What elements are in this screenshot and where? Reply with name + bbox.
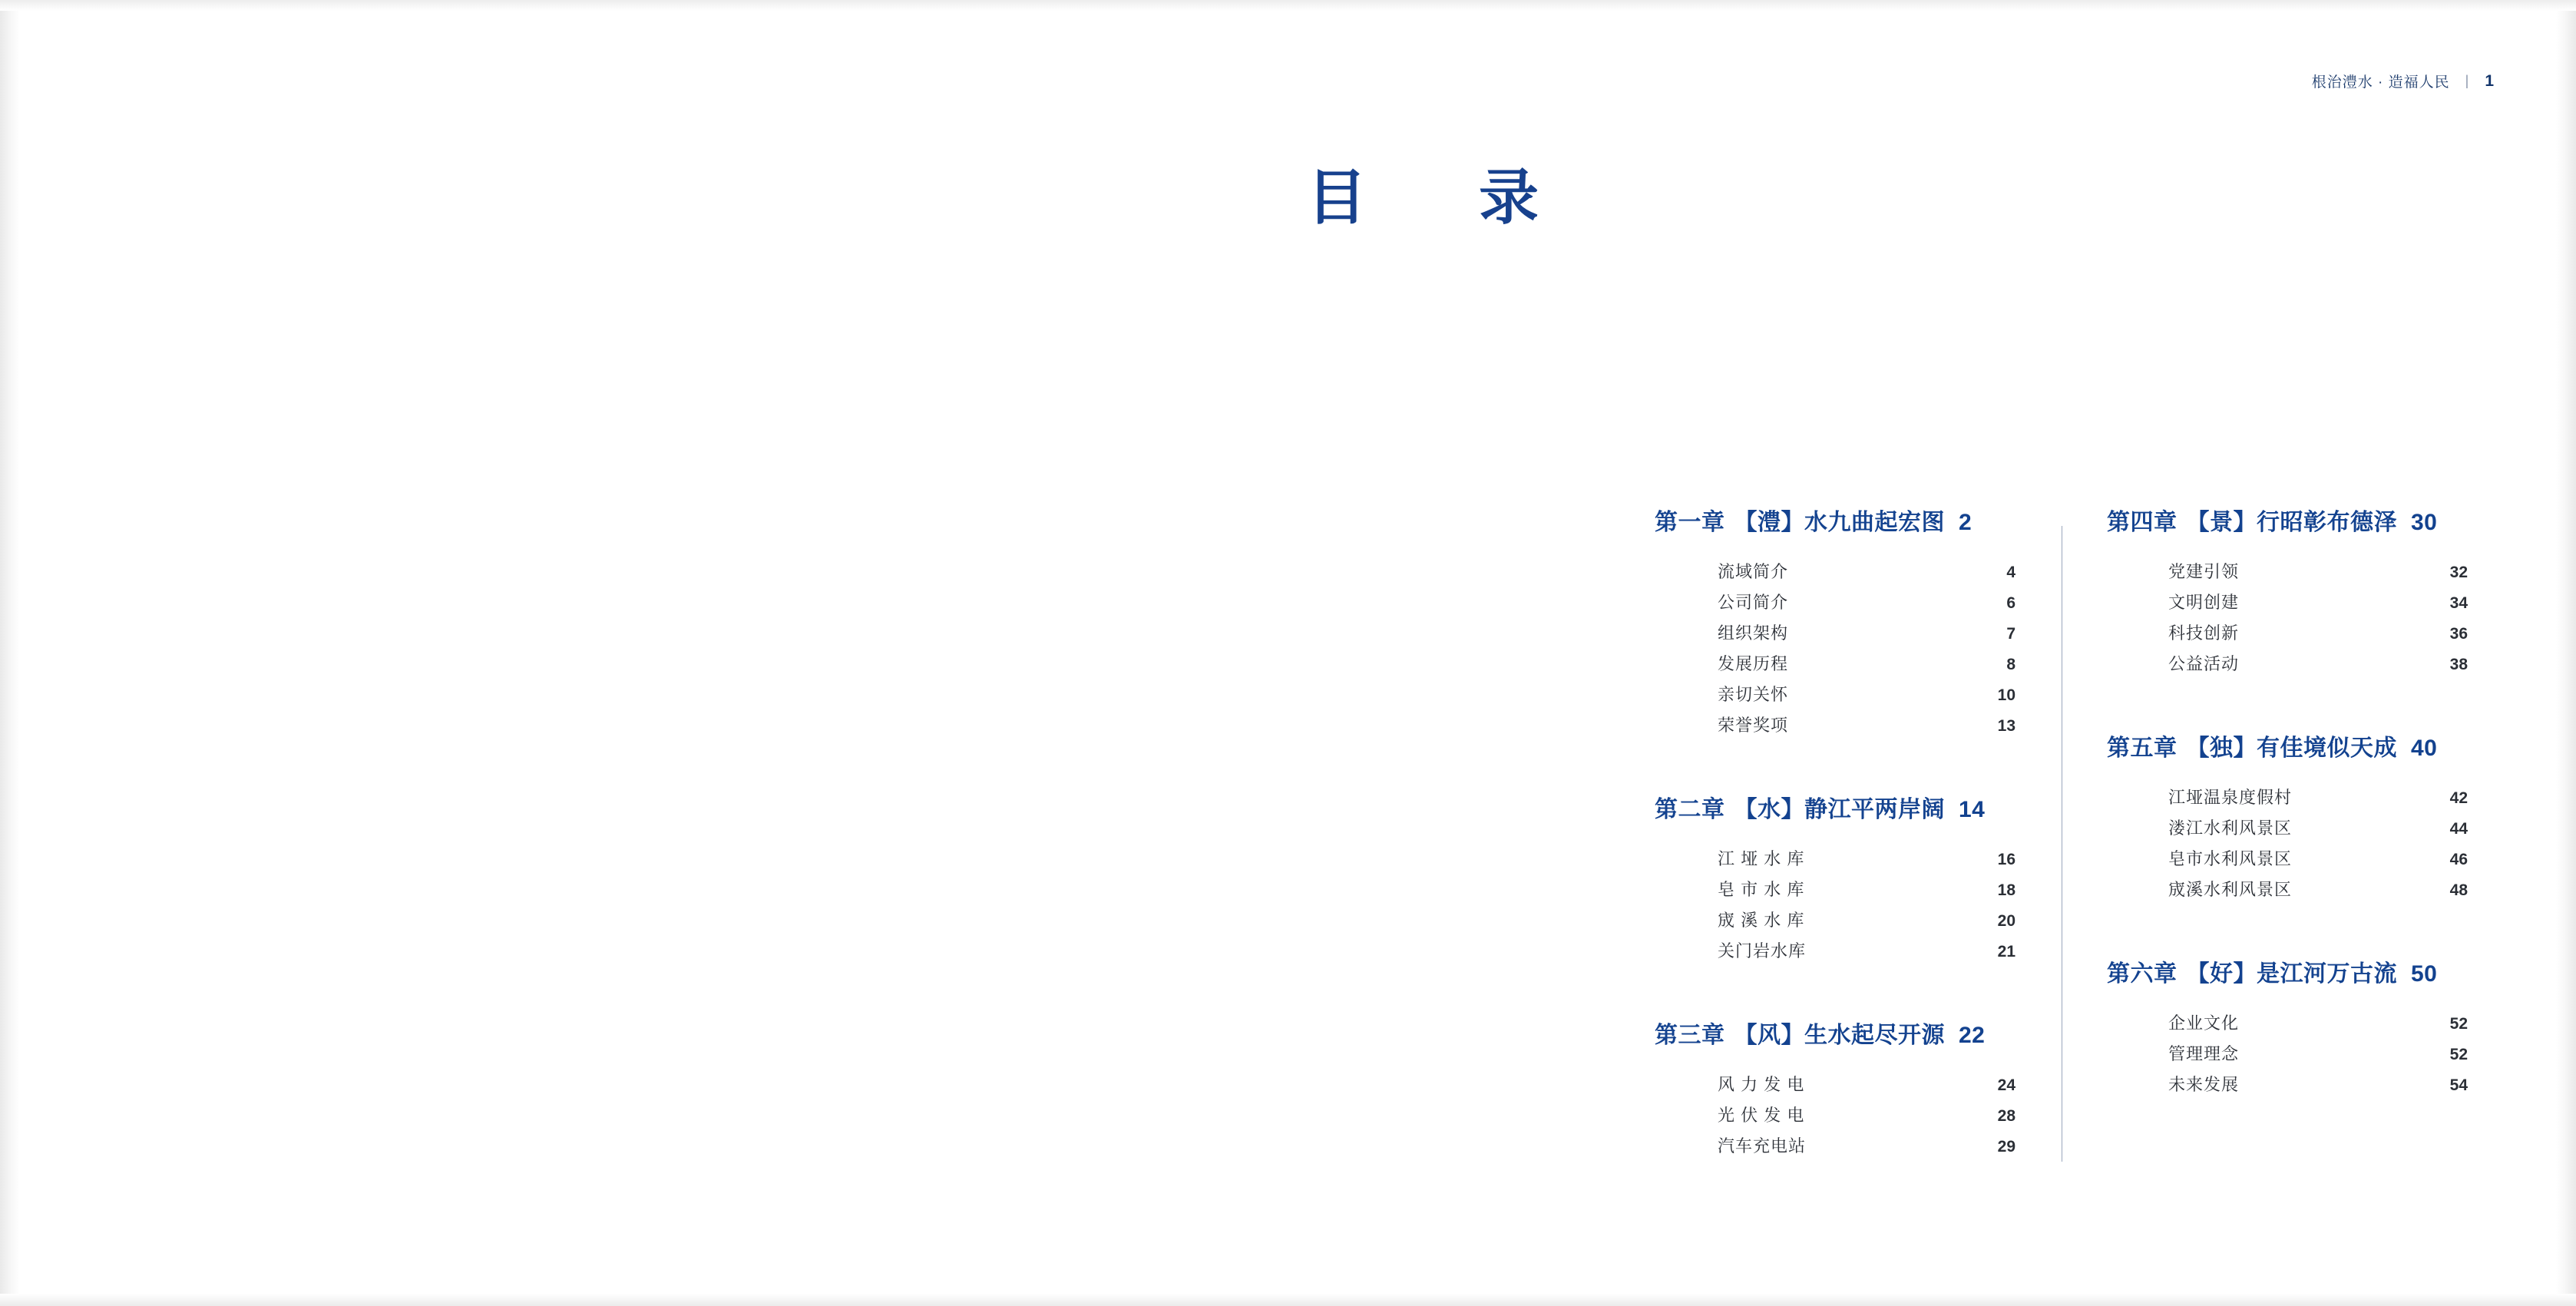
entry-name: 公司简介 (1718, 593, 1789, 612)
toc-entry[interactable] (1718, 649, 2015, 679)
entry-name: 企业文化 (2168, 1013, 2240, 1033)
chapter-label: 第三章 (1655, 1023, 1725, 1048)
toc-entry[interactable] (2168, 1008, 2468, 1039)
toc-entry[interactable] (2168, 587, 2468, 618)
toc-columns (1655, 503, 2499, 1162)
chapter-page: 2 (1959, 510, 1973, 535)
entry-page: 48 (2449, 881, 2468, 899)
toc-entry[interactable] (2168, 844, 2468, 875)
entry-name: 汽车充电站 (1718, 1136, 1807, 1156)
entry-page: 21 (1997, 943, 2015, 960)
toc-entry[interactable] (2168, 1039, 2468, 1070)
entry-name: 科技创新 (2168, 623, 2240, 643)
entry-name: 光 伏 发 电 (1718, 1106, 1805, 1125)
toc-entry[interactable] (1718, 905, 2015, 936)
chapter-entries (2107, 782, 2468, 905)
toc-entry[interactable] (2168, 1070, 2468, 1100)
chapter-page: 40 (2411, 736, 2438, 761)
entry-page: 32 (2449, 564, 2468, 581)
page-number: 1 (2485, 71, 2495, 90)
entry-page: 46 (2449, 851, 2468, 868)
chapter-title: 【景】行昭彰布德泽 (2186, 510, 2397, 535)
entry-page: 24 (1997, 1076, 2015, 1094)
chapter-block (2107, 729, 2468, 905)
entry-name: 文明创建 (2168, 593, 2240, 612)
entry-name: 亲切关怀 (1718, 685, 1789, 704)
entry-name: 未来发展 (2168, 1075, 2240, 1094)
entry-name: 宬溪水利风景区 (2168, 880, 2293, 899)
entry-name: 管理理念 (2168, 1044, 2240, 1063)
entry-page: 54 (2449, 1076, 2468, 1094)
entry-page: 13 (1997, 717, 2015, 735)
entry-page: 42 (2449, 789, 2468, 807)
chapter-heading[interactable] (1655, 790, 2015, 824)
entry-page: 8 (2006, 656, 2015, 673)
entry-name: 荣誉奖项 (1718, 716, 1789, 735)
running-header-separator: | (2465, 73, 2470, 88)
toc-column-left (1655, 503, 2062, 1162)
toc-entry[interactable] (1718, 844, 2015, 875)
entry-name: 关门岩水库 (1718, 941, 1807, 960)
chapter-label: 第六章 (2107, 961, 2178, 987)
toc-entry[interactable] (2168, 557, 2468, 587)
chapter-heading[interactable] (1655, 503, 2015, 537)
entry-page: 44 (2449, 820, 2468, 838)
chapter-page: 30 (2411, 510, 2438, 535)
entry-page: 28 (1997, 1107, 2015, 1125)
toc-entry[interactable] (1718, 710, 2015, 741)
entry-name: 公益活动 (2168, 654, 2240, 673)
entry-name: 流域简介 (1718, 562, 1789, 581)
chapter-label: 第一章 (1655, 510, 1725, 535)
toc-column-right (2062, 503, 2468, 1100)
entry-name: 溇江水利风景区 (2168, 818, 2293, 838)
page-edge-shadow-top (0, 0, 2576, 11)
running-header (2312, 71, 2495, 91)
chapter-entries (1655, 1070, 2015, 1162)
entry-name: 江垭温泉度假村 (2168, 788, 2293, 807)
chapter-page: 50 (2411, 961, 2438, 987)
chapter-block (1655, 1016, 2015, 1162)
page-edge-shadow-bottom (0, 1294, 2576, 1306)
page-edge-shadow-right (2556, 0, 2576, 1306)
chapter-title: 【水】静江平两岸阔 (1734, 797, 1945, 822)
toc-entry[interactable] (2168, 813, 2468, 844)
entry-name: 江 垭 水 库 (1718, 849, 1805, 868)
chapter-entries (1655, 844, 2015, 967)
toc-entry[interactable] (2168, 782, 2468, 813)
chapter-entries (2107, 557, 2468, 679)
chapter-label: 第二章 (1655, 797, 1725, 822)
running-header-text: 根治澧水 · 造福人民 (2311, 74, 2450, 91)
page-edge-shadow-left (0, 0, 20, 1306)
entry-page: 38 (2449, 656, 2468, 673)
chapter-title: 【好】是江河万古流 (2186, 961, 2397, 987)
entry-name: 皂 市 水 库 (1718, 880, 1805, 899)
chapter-heading[interactable] (2107, 729, 2468, 762)
entry-name: 宬 溪 水 库 (1718, 911, 1805, 930)
chapter-entries (2107, 1008, 2468, 1100)
toc-entry[interactable] (1718, 875, 2015, 905)
entry-page: 4 (2006, 564, 2015, 581)
entry-page: 6 (2006, 594, 2015, 612)
entry-name: 风 力 发 电 (1718, 1075, 1805, 1094)
entry-page: 7 (2006, 625, 2015, 643)
chapter-block (2107, 954, 2468, 1100)
entry-page: 52 (2449, 1015, 2468, 1033)
toc-entry[interactable] (1718, 936, 2015, 967)
toc-entry[interactable] (1718, 557, 2015, 587)
entry-page: 18 (1997, 881, 2015, 899)
entry-name: 发展历程 (1718, 654, 1789, 673)
chapter-heading[interactable] (1655, 1016, 2015, 1050)
toc-entry[interactable] (2168, 875, 2468, 905)
chapter-block (1655, 503, 2015, 741)
chapter-label: 第五章 (2107, 736, 2178, 761)
entry-page: 16 (1997, 851, 2015, 868)
toc-entry[interactable] (1718, 587, 2015, 618)
entry-name: 组织架构 (1718, 623, 1789, 643)
page-title: 目 录 (1306, 164, 1566, 231)
toc-entry[interactable] (1718, 618, 2015, 649)
chapter-block (1655, 790, 2015, 967)
entry-page: 10 (1997, 686, 2015, 704)
entry-page: 34 (2449, 594, 2468, 612)
chapter-page: 22 (1959, 1023, 1986, 1048)
toc-entry[interactable] (1718, 679, 2015, 710)
chapter-heading[interactable] (2107, 503, 2468, 537)
chapter-label: 第四章 (2107, 510, 2178, 535)
entry-page: 29 (1997, 1138, 2015, 1156)
chapter-page: 14 (1959, 797, 1986, 822)
entry-name: 党建引领 (2168, 562, 2240, 581)
entry-page: 20 (1997, 912, 2015, 930)
toc-entry[interactable] (1718, 1100, 2015, 1131)
toc-entry[interactable] (2168, 618, 2468, 649)
entry-page: 52 (2449, 1046, 2468, 1063)
chapter-title: 【风】生水起尽开源 (1734, 1023, 1945, 1048)
toc-entry[interactable] (1718, 1070, 2015, 1100)
entry-page: 36 (2449, 625, 2468, 643)
chapter-entries (1655, 557, 2015, 741)
toc-entry[interactable] (1718, 1131, 2015, 1162)
chapter-heading[interactable] (2107, 954, 2468, 988)
chapter-title: 【澧】水九曲起宏图 (1734, 510, 1945, 535)
chapter-block (2107, 503, 2468, 679)
entry-name: 皂市水利风景区 (2168, 849, 2293, 868)
toc-entry[interactable] (2168, 649, 2468, 679)
chapter-title: 【独】有佳境似天成 (2186, 736, 2397, 761)
